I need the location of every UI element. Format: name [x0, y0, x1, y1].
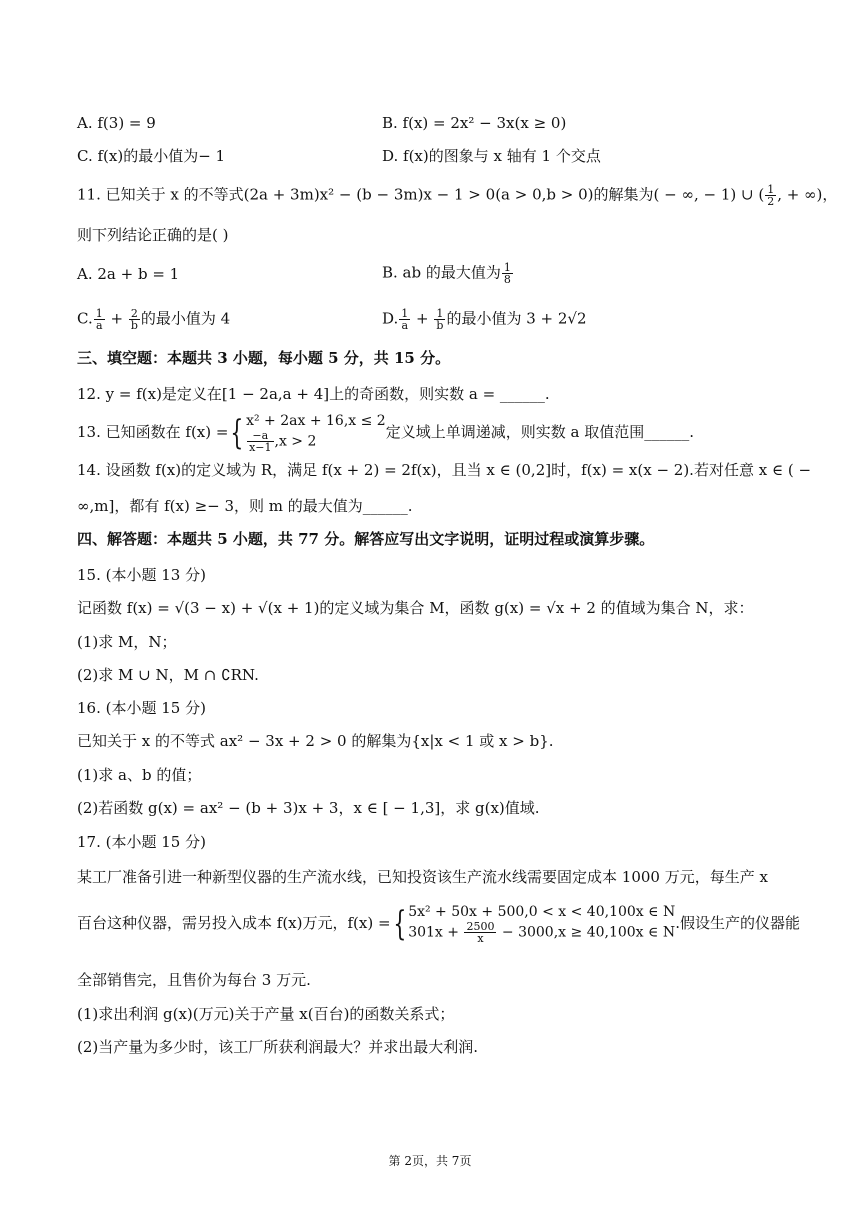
- frac-denominator: b: [130, 319, 138, 332]
- q10-option-d: D. f(x)的图象与 x 轴有 1 个交点: [382, 147, 601, 165]
- frac-denominator: 2: [767, 195, 775, 208]
- case-1: x² + 2ax + 16,x ≤ 2: [246, 413, 386, 429]
- option-letter: D.: [382, 309, 399, 328]
- frac-numerator: 1: [401, 307, 409, 320]
- frac-numerator: 1: [767, 183, 775, 196]
- q11-option-c: [77, 308, 230, 331]
- q17-tail: .假设生产的仪器能: [675, 914, 800, 932]
- q16-part2: (2)若函数 g(x) = ax² − (b + 3)x + 3，x ∈ [ − 1,3]，求 g(x)值域.: [77, 799, 540, 817]
- q11-option-a: A. 2a + b = 1: [77, 265, 180, 283]
- piecewise-cases: [246, 413, 386, 453]
- option-fraction: [129, 308, 140, 331]
- q17-body-line1: 某工厂准备引进一种新型仪器的生产流水线，已知投资该生产流水线需要固定成本 1000 万元，每生产 x: [77, 868, 768, 886]
- case-fraction: [247, 430, 273, 453]
- q15-part2: (2)求 M ∪ N，M ∩ ∁RN.: [77, 666, 259, 684]
- q11-option-d: [382, 308, 587, 331]
- frac-denominator: b: [436, 319, 444, 332]
- q14-line1: 14. 设函数 f(x)的定义域为 R，满足 f(x + 2) = 2f(x)，且当 x ∈ (0,2]时，f(x) = x(x − 2).若对任意 x ∈ ( −: [77, 461, 812, 479]
- case-1: 5x² + 50x + 500,0 < x < 40,100x ∈ N: [408, 904, 676, 920]
- case-condition: − 3000,x ≥ 40,100x ∈ N: [501, 924, 676, 941]
- q11-option-b: [382, 262, 514, 285]
- option-text: B. ab 的最大值为: [382, 263, 501, 282]
- q16-body: 已知关于 x 的不等式 ax² − 3x + 2 > 0 的解集为{x|x < 1 或 x > b}.: [77, 732, 554, 750]
- frac-numerator: 1: [503, 261, 511, 274]
- option-letter: C.: [77, 309, 93, 328]
- section-heading-answer: 四、解答题：本题共 5 小题，共 77 分。解答应写出文字说明，证明过程或演算步骤。: [77, 530, 655, 548]
- frac-denominator: x: [477, 932, 484, 945]
- frac-denominator: x−1: [249, 441, 272, 454]
- case-2: [246, 430, 386, 453]
- option-fraction: [502, 262, 513, 285]
- piecewise-brace: {: [392, 904, 406, 944]
- q15-part1: (1)求 M，N；: [77, 633, 177, 651]
- q17-heading: 17. (本小题 15 分): [77, 833, 206, 851]
- frac-numerator: 1: [95, 307, 103, 320]
- case-2: [408, 921, 675, 944]
- q13-stem: [77, 412, 694, 453]
- option-fraction: [94, 308, 105, 331]
- piecewise-brace: {: [230, 413, 244, 453]
- q14-line2: ∞,m]，都有 f(x) ≥− 3，则 m 的最大值为______.: [77, 497, 413, 515]
- case-term: 301x +: [408, 924, 459, 941]
- q11-fraction: [765, 184, 776, 207]
- case-fraction: [464, 921, 496, 944]
- plus-sign: +: [110, 309, 124, 328]
- q17-body-line3: 全部销售完，且售价为每台 3 万元.: [77, 971, 311, 989]
- frac-numerator: 1: [434, 308, 445, 320]
- q17-part1: (1)求出利润 g(x)(万元)关于产量 x(百台)的函数关系式；: [77, 1005, 455, 1023]
- q17-text: 百台这种仪器，需另投入成本 f(x)万元，f(x) =: [77, 914, 391, 932]
- q11-stem-tail: , + ∞)，: [777, 185, 838, 204]
- q10-option-a: A. f(3) = 9: [77, 114, 156, 132]
- option-text: 的最小值为 3 + 2√2: [446, 309, 587, 328]
- q11-stem-line1: [77, 184, 837, 207]
- q15-body: 记函数 f(x) = √(3 − x) + √(x + 1)的定义域为集合 M，函数 g(x) = √x + 2 的值域为集合 N，求：: [77, 599, 754, 617]
- q17-part2: (2)当产量为多少时，该工厂所获利润最大？并求出最大利润.: [77, 1038, 479, 1056]
- page-number-footer: 第 2页，共 7页: [388, 1154, 472, 1168]
- section-heading-fill-in: 三、填空题：本题共 3 小题，每小题 5 分，共 15 分。: [77, 349, 451, 367]
- frac-denominator: 8: [503, 273, 511, 286]
- q13-tail: 定义域上单调递减，则实数 a 取值范围______.: [385, 423, 694, 441]
- q10-option-c: C. f(x)的最小值为− 1: [77, 147, 226, 165]
- option-fraction: [434, 308, 445, 331]
- q15-heading: 15. (本小题 13 分): [77, 566, 206, 584]
- piecewise-cases: [408, 904, 675, 944]
- frac-numerator: −a: [247, 430, 273, 442]
- case-condition: ,x > 2: [274, 433, 317, 450]
- plus-sign: +: [416, 309, 429, 328]
- q16-heading: 16. (本小题 15 分): [77, 699, 206, 717]
- q11-stem-text: 11. 已知关于 x 的不等式(2a + 3m)x² − (b − 3m)x − 1 > 0(a > 0,b > 0)的解集为( − ∞, − 1) ∪ (: [77, 185, 765, 204]
- q12-stem: 12. y = f(x)是定义在[1 − 2a,a + 4]上的奇函数，则实数 a = ______.: [77, 385, 550, 403]
- frac-numerator: 2: [129, 308, 140, 320]
- frac-denominator: a: [401, 319, 409, 332]
- option-text: 的最小值为 4: [140, 309, 231, 328]
- frac-denominator: a: [95, 319, 103, 332]
- q16-part1: (1)求 a、b 的值；: [77, 766, 202, 784]
- q10-option-b: B. f(x) = 2x² − 3x(x ≥ 0): [382, 114, 567, 132]
- q17-body-line2: [77, 900, 800, 946]
- q11-stem-line2: 则下列结论正确的是( ): [77, 226, 229, 244]
- q13-text: 13. 已知函数在 f(x) =: [77, 423, 229, 441]
- option-fraction: [399, 308, 410, 331]
- frac-numerator: 2500: [466, 920, 495, 933]
